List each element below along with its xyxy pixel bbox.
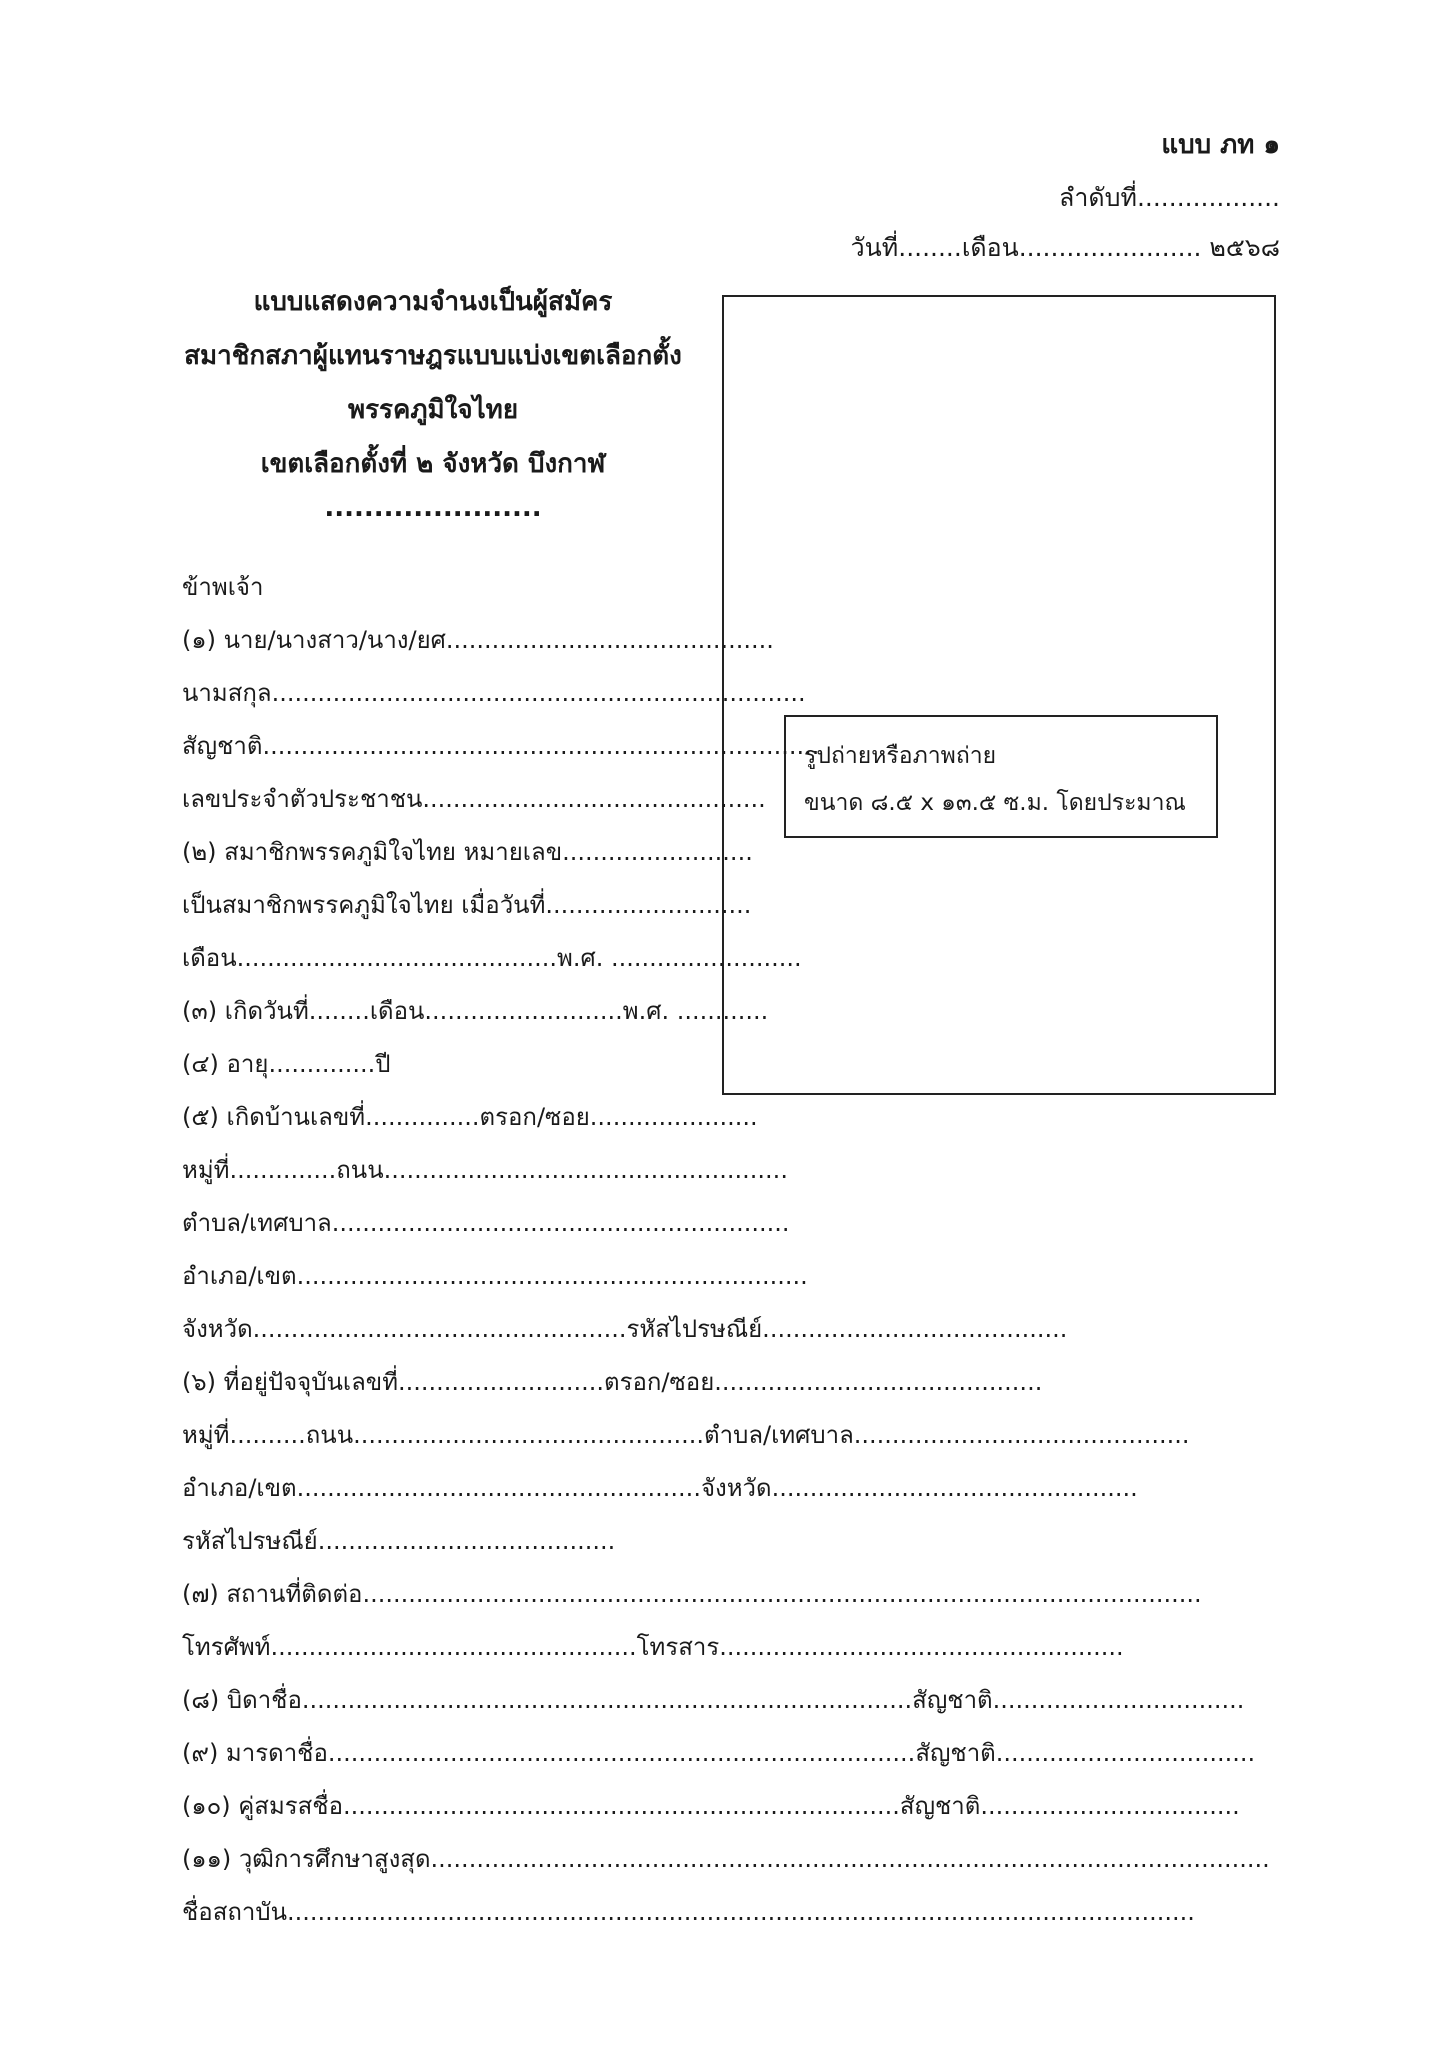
form-line-current-address: (๖) ที่อยู่ปัจจุบันเลขที่...........................ตรอก/ซอย........................................... bbox=[182, 1368, 1043, 1396]
date-line: วันที่........เดือน....................... ๒๕๖๘ bbox=[850, 233, 1280, 262]
form-line-name: (๑) นาย/นางสาว/นาง/ยศ........................................... bbox=[182, 626, 774, 654]
form-title-line2: สมาชิกสภาผู้แทนราษฎรแบบแบ่งเขตเลือกตั้ง bbox=[184, 341, 682, 371]
photo-label-1: รูปถ่ายหรือภาพถ่าย bbox=[804, 743, 997, 769]
constituency-line: เขตเลือกตั้งที่ ๒ จังหวัด บึงกาฬ bbox=[260, 449, 606, 479]
form-line-current-postcode: รหัสไปรษณีย์....................................... bbox=[182, 1527, 616, 1555]
form-title-line1: แบบแสดงความจำนงเป็นผู้สมัคร bbox=[253, 287, 613, 317]
title-dots: ...................... bbox=[324, 493, 542, 523]
form-line-id-number: เลขประจำตัวประชาชน............................................. bbox=[182, 785, 766, 813]
form-line-birth-village: หมู่ที่..............ถนน..................................................... bbox=[182, 1156, 788, 1184]
form-code: แบบ ภท ๑ bbox=[1161, 130, 1280, 160]
form-line-spouse: (๑๐) คู่สมรสชื่อ.........................................................................สัญชาติ.................................. bbox=[182, 1792, 1240, 1820]
form-line-current-village: หมู่ที่..........ถนน..............................................ตำบล/เทศบาล............................................ bbox=[182, 1421, 1190, 1449]
form-line-member-since: เป็นสมาชิกพรรคภูมิใจไทย เมื่อวันที่........................... bbox=[182, 891, 752, 919]
form-line-father: (๘) บิดาชื่อ................................................................................สัญชาติ................................. bbox=[182, 1686, 1245, 1714]
form-line-intro: ข้าพเจ้า bbox=[182, 573, 264, 601]
form-line-mother: (๙) มารดาชื่อ.............................................................................สัญชาติ.................................. bbox=[182, 1739, 1256, 1767]
sequence-number: ลำดับที่.................. bbox=[1059, 183, 1280, 212]
form-line-birth-province: จังหวัด.................................................รหัสไปรษณีย์........................................ bbox=[182, 1315, 1068, 1343]
form-line-contact-place: (๗) สถานที่ติดต่อ.............................................................................................................. bbox=[182, 1580, 1202, 1608]
form-line-current-district: อำเภอ/เขต.....................................................จังหวัด................................................ bbox=[182, 1474, 1138, 1502]
form-line-member-number: (๒) สมาชิกพรรคภูมิใจไทย หมายเลข......................... bbox=[182, 838, 753, 866]
photo-size-note bbox=[784, 715, 1218, 838]
form-line-institution: ชื่อสถาบัน....................................................................................................................... bbox=[182, 1898, 1195, 1926]
photo-label-2: ขนาด ๘.๕ x ๑๓.๕ ซ.ม. โดยประมาณ bbox=[804, 790, 1186, 816]
form-line-education: (๑๑) วุฒิการศึกษาสูงสุด.............................................................................................................. bbox=[182, 1845, 1270, 1873]
form-line-surname: นามสกุล...................................................................... bbox=[182, 679, 806, 707]
form-line-birthdate: (๓) เกิดวันที่........เดือน..........................พ.ศ. ............ bbox=[182, 997, 769, 1025]
form-line-nationality: สัญชาติ......................................................................... bbox=[182, 732, 820, 760]
form-line-age: (๔) อายุ..............ปี bbox=[182, 1050, 391, 1078]
form-line-birth-house: (๕) เกิดบ้านเลขที่...............ตรอก/ซอย...................... bbox=[182, 1103, 758, 1131]
form-line-member-month: เดือน..........................................พ.ศ. ......................... bbox=[182, 944, 802, 972]
form-line-birth-subdistrict: ตำบล/เทศบาล............................................................ bbox=[182, 1209, 790, 1237]
form-line-phone-fax: โทรศัพท์................................................โทรสาร..................................................... bbox=[182, 1633, 1124, 1661]
form-line-birth-district: อำเภอ/เขต................................................................... bbox=[182, 1262, 808, 1290]
party-name: พรรคภูมิใจไทย bbox=[347, 395, 519, 425]
